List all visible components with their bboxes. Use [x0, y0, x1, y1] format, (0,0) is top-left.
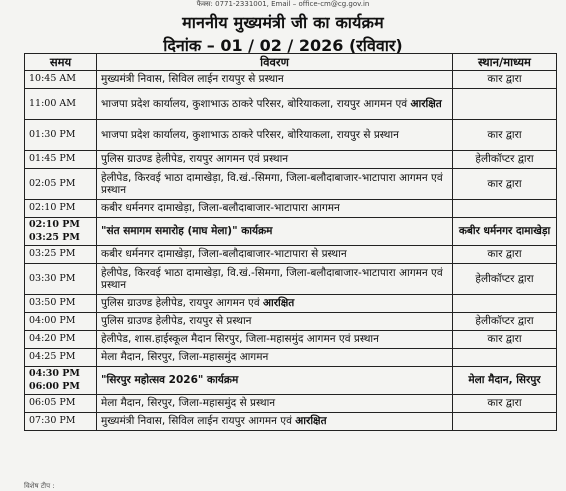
time-cell: [25, 246, 97, 264]
time-start: 04:00 PM: [29, 315, 76, 327]
details-text: "सिरपुर महोत्सव 2026" कार्यक्रम: [101, 374, 239, 387]
details-text: मुख्यमंत्री निवास, सिविल लाईन रायपुर से प्रस्थान: [101, 73, 284, 86]
details-cell: [97, 413, 453, 431]
details-text: हेलीपेड, शास.हाईस्कूल मैदान सिरपुर, जिला-महासमुंद आगमन एवं प्रस्थान: [101, 333, 379, 346]
details-text: कबीर धर्मनगर दामाखेड़ा, जिला-बलौदाबाजार-भाटापारा से प्रस्थान: [101, 248, 347, 261]
details-text: हेलीपेड, किरवई भाठा दामाखेड़ा, वि.खं.-सिमगा, जिला-बलौदाबाजार-भाटापारा आगमन एवं प्रस्थान: [101, 266, 443, 291]
time-cell: [25, 367, 97, 395]
table-row: [25, 264, 557, 295]
table-row: [25, 367, 557, 395]
details-cell: [97, 120, 453, 151]
place-cell: कार द्वारा: [453, 246, 557, 264]
time-cell: [25, 169, 97, 200]
header-details: विवरण: [97, 54, 453, 71]
place-cell: कार द्वारा: [453, 331, 557, 349]
time-cell: [25, 71, 97, 89]
details-cell: [97, 349, 453, 367]
header-time: समय: [25, 54, 97, 71]
place-cell: कबीर धर्मनगर दामाखेड़ा: [453, 218, 557, 246]
table-row: [25, 151, 557, 169]
time-cell: [25, 413, 97, 431]
table-row: [25, 349, 557, 367]
time-end: 06:00 PM: [29, 380, 80, 392]
table-row: [25, 89, 557, 120]
table-row: [25, 120, 557, 151]
place-cell: कार द्वारा: [453, 120, 557, 151]
time-cell: [25, 395, 97, 413]
time-cell: [25, 264, 97, 295]
time-start: 03:25 PM: [29, 248, 76, 260]
time-end: 03:25 PM: [29, 231, 80, 243]
details-text: पुलिस ग्राउण्ड हेलीपेड, रायपुर आगमन एवं: [101, 297, 260, 310]
place-cell: [453, 413, 557, 431]
place-cell: हेलीकॉप्टर द्वारा: [453, 264, 557, 295]
place-cell: [453, 89, 557, 120]
time-start: 01:45 PM: [29, 153, 76, 165]
table-row: [25, 313, 557, 331]
details-cell: [97, 246, 453, 264]
details-text: "संत समागम समारोह (माघ मेला)" कार्यक्रम: [101, 225, 273, 238]
details-cell: [97, 331, 453, 349]
details-text: मेला मैदान, सिरपुर, जिला-महासमुंद आगमन: [101, 351, 269, 364]
table-row: [25, 246, 557, 264]
details-cell: [97, 367, 453, 395]
place-cell: [453, 200, 557, 218]
time-start: 10:45 AM: [29, 73, 76, 85]
place-cell: कार द्वारा: [453, 71, 557, 89]
time-cell: [25, 200, 97, 218]
details-text: कबीर धर्मनगर दामाखेड़ा, जिला-बलौदाबाजार-भाटापारा आगमन: [101, 202, 340, 215]
footer-note: विशेष टीप :: [24, 482, 55, 490]
time-start: 07:30 PM: [29, 415, 76, 427]
details-text: मुख्यमंत्री निवास, सिविल लाईन रायपुर आगमन एवं: [101, 415, 292, 428]
date-line: दिनांक – 01 / 02 / 2026 (रविवार): [163, 36, 403, 55]
details-text: भाजपा प्रदेश कार्यालय, कुशाभाऊ ठाकरे परिसर, बोरियाकला, रायपुर से प्रस्थान: [101, 128, 399, 141]
table-header-row: [25, 54, 557, 71]
reserved-label: आरक्षित: [263, 297, 295, 310]
details-cell: [97, 169, 453, 200]
details-cell: [97, 151, 453, 169]
details-cell: [97, 200, 453, 218]
time-start: 04:30 PM: [29, 368, 80, 379]
time-start: 03:30 PM: [29, 272, 76, 284]
time-start: 02:10 PM: [29, 219, 80, 230]
time-cell: [25, 89, 97, 120]
reserved-label: आरक्षित: [295, 415, 327, 428]
place-cell: कार द्वारा: [453, 169, 557, 200]
time-cell: [25, 331, 97, 349]
table-row: [25, 218, 557, 246]
time-start: 04:20 PM: [29, 333, 76, 345]
schedule-table: [24, 53, 557, 431]
table-row: [25, 200, 557, 218]
time-start: 11:00 AM: [29, 97, 76, 109]
time-start: 02:10 PM: [29, 202, 76, 214]
time-cell: [25, 313, 97, 331]
details-cell: [97, 264, 453, 295]
time-start: 02:05 PM: [29, 177, 76, 189]
time-start: 06:05 PM: [29, 397, 76, 409]
place-cell: [453, 349, 557, 367]
table-row: [25, 169, 557, 200]
details-text: पुलिस ग्राउण्ड हेलीपेड, रायपुर से प्रस्थान: [101, 315, 252, 328]
place-cell: मेला मैदान, सिरपुर: [453, 367, 557, 395]
details-cell: [97, 71, 453, 89]
table-row: [25, 295, 557, 313]
place-cell: [453, 295, 557, 313]
time-start: 04:25 PM: [29, 351, 76, 363]
place-cell: हेलीकॉप्टर द्वारा: [453, 151, 557, 169]
time-cell: [25, 120, 97, 151]
header-place: स्थान/माध्यम: [453, 54, 557, 71]
details-cell: [97, 218, 453, 246]
table-row: [25, 413, 557, 431]
reserved-label: आरक्षित: [410, 97, 442, 110]
details-cell: [97, 313, 453, 331]
details-text: भाजपा प्रदेश कार्यालय, कुशाभाऊ ठाकरे परिसर, बोरियाकला, रायपुर आगमन एवं: [101, 97, 408, 110]
details-text: पुलिस ग्राउण्ड हेलीपेड, रायपुर आगमन एवं प्रस्थान: [101, 153, 289, 166]
time-cell: [25, 151, 97, 169]
time-cell: [25, 295, 97, 313]
time-start: 01:30 PM: [29, 128, 76, 140]
details-cell: [97, 89, 453, 120]
place-cell: हेलीकॉप्टर द्वारा: [453, 313, 557, 331]
document-title: माननीय मुख्यमंत्री जी का कार्यक्रम: [182, 13, 384, 32]
time-cell: [25, 218, 97, 246]
contact-line: फैक्स: 0771-2331001, Email – office-cm@cg.gov.in: [196, 0, 370, 8]
table-row: [25, 71, 557, 89]
table-row: [25, 395, 557, 413]
details-cell: [97, 395, 453, 413]
place-cell: कार द्वारा: [453, 395, 557, 413]
table-row: [25, 331, 557, 349]
details-text: हेलीपेड, किरवई भाठा दामाखेड़ा, वि.खं.-सिमगा, जिला-बलौदाबाजार-भाटापारा आगमन एवं प्रस्थान: [101, 171, 443, 196]
time-start: 03:50 PM: [29, 297, 76, 309]
details-text: मेला मैदान, सिरपुर, जिला-महासमुंद से प्रस्थान: [101, 397, 276, 410]
time-cell: [25, 349, 97, 367]
details-cell: [97, 295, 453, 313]
